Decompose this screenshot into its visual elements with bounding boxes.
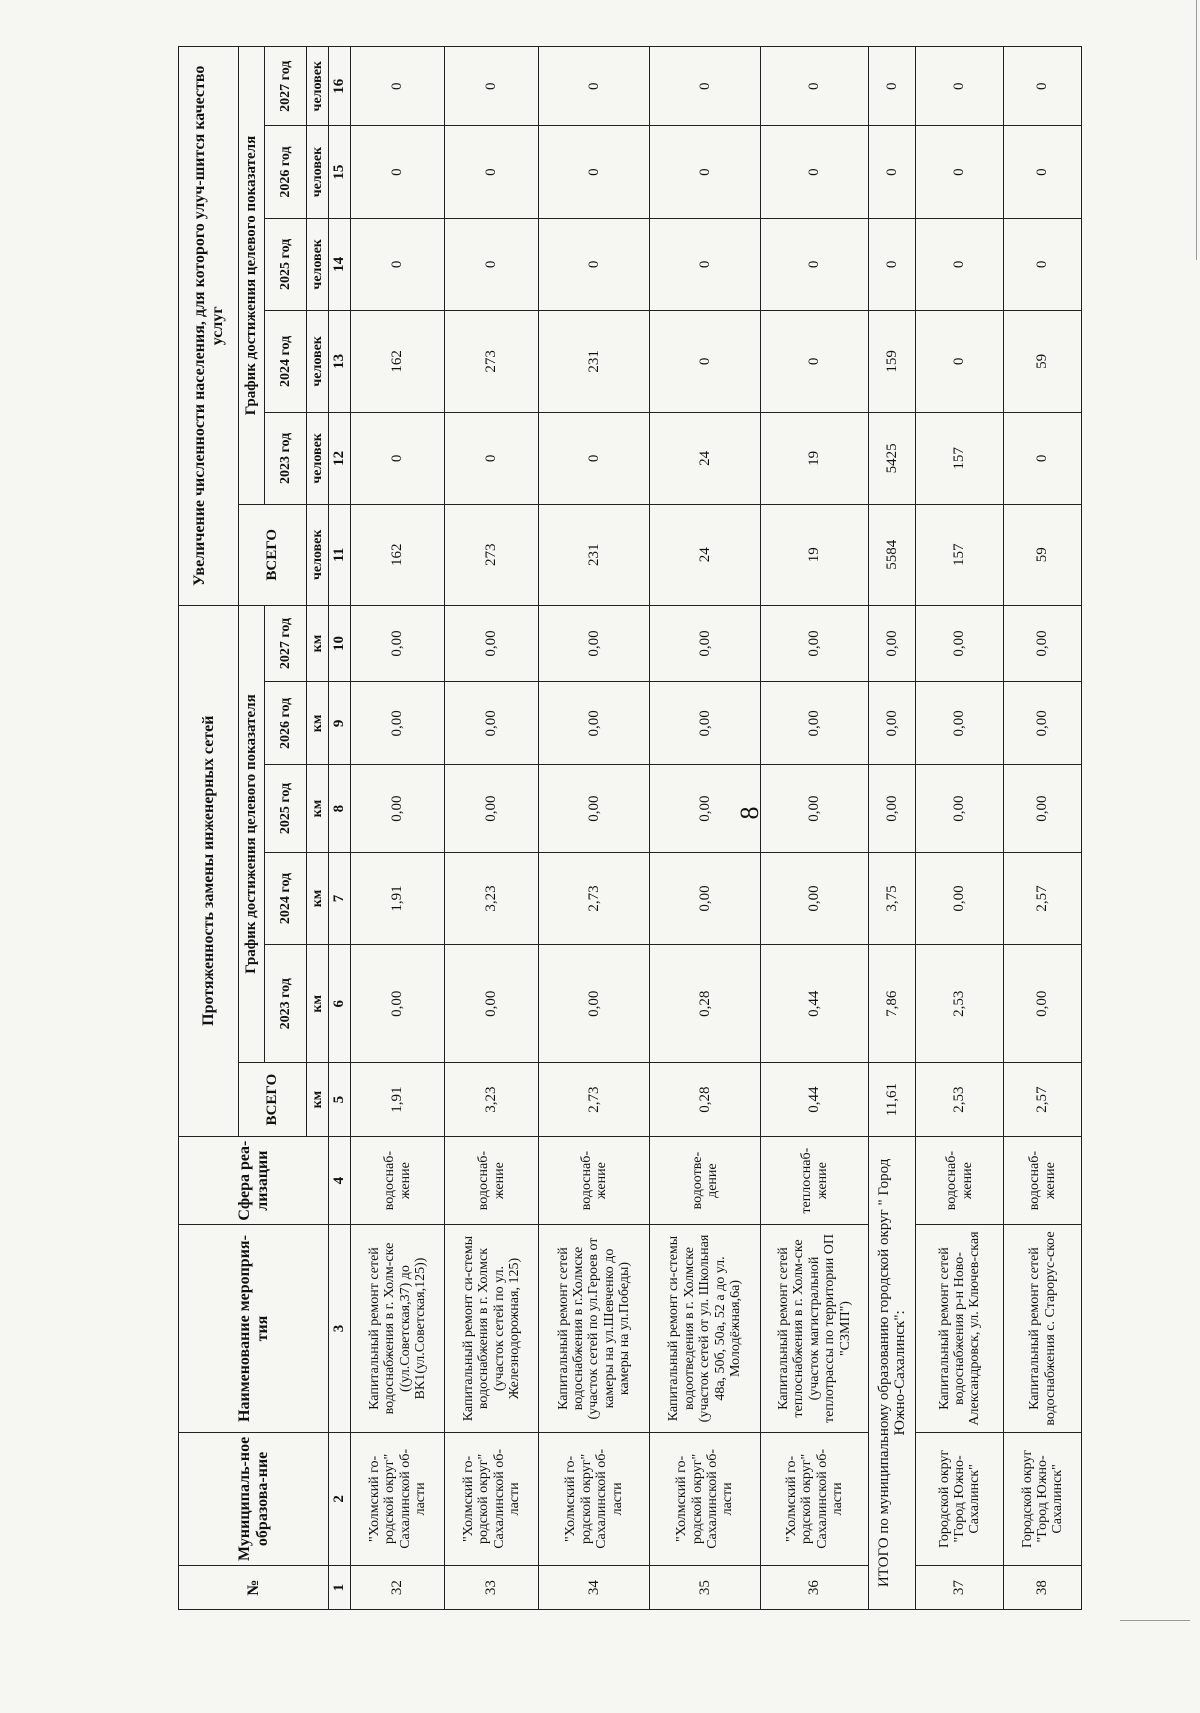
people-cell: 162 [351, 505, 445, 606]
people-cell: 24 [650, 505, 761, 606]
people-cell: 273 [445, 505, 539, 606]
event-cell: Капитальный ремонт сетей водоснабжения р-н Ново-Александровск, ул. Ключев-ская [915, 1225, 1004, 1432]
column-number: 11 [329, 505, 351, 606]
unit-km: км [307, 852, 329, 944]
people-cell: 0 [351, 412, 445, 504]
column-number: 14 [329, 218, 351, 310]
km-cell: 0,28 [650, 1063, 761, 1136]
sphere-cell: водоотве-дение [650, 1136, 761, 1225]
municipality-cell: Городской округ "Город Южно-Сахалинск" [915, 1432, 1004, 1566]
km-cell: 0,00 [539, 682, 650, 765]
column-number: 3 [329, 1225, 351, 1432]
people-cell: 19 [760, 412, 869, 504]
people-cell: 0 [760, 218, 869, 310]
people-cell: 0 [650, 218, 761, 310]
total-people-cell: 5584 [869, 505, 916, 606]
km-cell: 0,00 [915, 605, 1004, 682]
people-cell: 0 [915, 310, 1004, 412]
people-cell: 0 [539, 218, 650, 310]
header-year: 2026 год [265, 126, 307, 218]
km-cell: 0,00 [1004, 682, 1082, 765]
km-cell: 3,23 [445, 1063, 539, 1136]
table-row [1004, 47, 1082, 1610]
scan-edge-mark [1196, 0, 1197, 260]
row-number: 33 [445, 1566, 539, 1610]
people-cell: 157 [915, 505, 1004, 606]
header-year: 2027 год [265, 605, 307, 682]
people-cell: 231 [539, 505, 650, 606]
header-year: 2023 год [265, 412, 307, 504]
header-year: 2024 год [265, 310, 307, 412]
column-number: 4 [329, 1136, 351, 1225]
header-year: 2025 год [265, 218, 307, 310]
people-cell: 0 [1004, 218, 1082, 310]
column-number: 5 [329, 1063, 351, 1136]
people-cell: 0 [539, 126, 650, 218]
km-cell: 0,28 [650, 945, 761, 1063]
header-event: Наименование мероприя-тия [179, 1225, 329, 1432]
km-cell: 3,23 [445, 852, 539, 944]
municipality-cell: Городской округ "Город Южно-Сахалинск" [1004, 1432, 1082, 1566]
people-cell: 0 [445, 412, 539, 504]
km-cell: 0,00 [539, 945, 650, 1063]
header-municipality: Муниципаль-ное образова-ние [179, 1432, 329, 1566]
people-cell: 273 [445, 310, 539, 412]
people-cell: 157 [915, 412, 1004, 504]
total-people-cell: 159 [869, 310, 916, 412]
km-cell: 0,00 [351, 682, 445, 765]
km-cell: 0,00 [650, 682, 761, 765]
sphere-cell: водоснаб-жение [915, 1136, 1004, 1225]
column-number: 9 [329, 682, 351, 765]
people-cell: 0 [760, 310, 869, 412]
unit-people: человек [307, 126, 329, 218]
row-number: 37 [915, 1566, 1004, 1610]
table-row [351, 47, 445, 1610]
km-cell: 0,00 [445, 682, 539, 765]
sphere-cell: водоснаб-жение [1004, 1136, 1082, 1225]
people-cell: 0 [1004, 47, 1082, 126]
people-cell: 0 [650, 126, 761, 218]
municipality-cell: "Холмский го-родской округ" Сахалинской об-ласти [650, 1432, 761, 1566]
km-cell: 0,00 [650, 852, 761, 944]
unit-km: км [307, 1063, 329, 1136]
sphere-cell: водоснаб-жение [445, 1136, 539, 1225]
km-cell: 0,00 [760, 682, 869, 765]
people-cell: 0 [539, 412, 650, 504]
header-year: 2023 год [265, 945, 307, 1063]
people-cell: 24 [650, 412, 761, 504]
km-cell: 1,91 [351, 1063, 445, 1136]
people-cell: 0 [1004, 412, 1082, 504]
unit-people: человек [307, 505, 329, 606]
km-cell: 0,00 [760, 605, 869, 682]
column-number: 13 [329, 310, 351, 412]
km-cell: 0,00 [1004, 945, 1082, 1063]
people-cell: 0 [760, 47, 869, 126]
column-number: 16 [329, 47, 351, 126]
km-cell: 0,00 [760, 852, 869, 944]
km-cell: 0,00 [445, 765, 539, 853]
km-cell: 0,00 [1004, 765, 1082, 853]
event-cell: Капитальный ремонт си-стемы водоснабжения в г. Холмск (участок сетей по ул. Железнодорожная, 125) [445, 1225, 539, 1432]
header-year: 2024 год [265, 852, 307, 944]
unit-people: человек [307, 412, 329, 504]
column-number: 12 [329, 412, 351, 504]
header-pop-schedule: График достижения целевого показателя [239, 47, 265, 505]
people-cell: 162 [351, 310, 445, 412]
unit-people: человек [307, 310, 329, 412]
sphere-cell: водоснаб-жение [351, 1136, 445, 1225]
event-cell: Капитальный ремонт сетей водоснабжения в г. Холм-ске ((ул.Советская,37) до ВК1(ул.Советская,125)) [351, 1225, 445, 1432]
event-cell: Капитальный ремонт сетей водоснабжения в г.Холмске (участок сетей по ул.Героев от камеры на ул.Шевченко до камеры на ул.Победы) [539, 1225, 650, 1432]
km-cell: 0,00 [445, 945, 539, 1063]
header-net-total: ВСЕГО [239, 1063, 307, 1136]
km-cell: 1,91 [351, 852, 445, 944]
table-row [760, 47, 869, 1610]
km-cell: 0,00 [1004, 605, 1082, 682]
km-cell: 2,73 [539, 852, 650, 944]
header-no: № [179, 1566, 329, 1610]
header-sphere: Сфера реа-лизации [179, 1136, 329, 1225]
municipality-cell: "Холмский го-родской округ" Сахалинской об-ласти [539, 1432, 650, 1566]
people-cell: 0 [351, 218, 445, 310]
row-number: 36 [760, 1566, 869, 1610]
km-cell: 2,53 [915, 945, 1004, 1063]
people-cell: 59 [1004, 310, 1082, 412]
km-cell: 0,00 [650, 765, 761, 853]
municipality-cell: "Холмский го-родской округ" Сахалинской об-ласти [351, 1432, 445, 1566]
column-number-row [329, 47, 351, 1610]
column-number: 7 [329, 852, 351, 944]
people-cell: 0 [445, 47, 539, 126]
unit-km: км [307, 945, 329, 1063]
header-year: 2025 год [265, 765, 307, 853]
people-cell: 0 [351, 47, 445, 126]
people-cell: 19 [760, 505, 869, 606]
row-number: 38 [1004, 1566, 1082, 1610]
header-pop-total: ВСЕГО [239, 505, 307, 606]
header-year: 2026 год [265, 682, 307, 765]
people-cell: 0 [650, 47, 761, 126]
total-people-cell: 0 [869, 126, 916, 218]
km-cell: 2,57 [1004, 1063, 1082, 1136]
header-year: 2027 год [265, 47, 307, 126]
event-cell: Капитальный ремонт си-стемы водоотведения в г. Холмске (участок сетей от ул. Школьная 48а, 50б, 50а, 52 а до ул. Молодёжная,6а) [650, 1225, 761, 1432]
total-km-cell: 0,00 [869, 682, 916, 765]
people-cell: 0 [445, 126, 539, 218]
table-row [915, 47, 1004, 1610]
km-cell: 0,00 [915, 682, 1004, 765]
table-row [539, 47, 650, 1610]
column-number: 10 [329, 605, 351, 682]
km-cell: 0,00 [650, 605, 761, 682]
event-cell: Капитальный ремонт сетей теплоснабжения в г. Холм-ске (участок магистральной теплотрассы по территории ОП "СЗМП") [760, 1225, 869, 1432]
unit-km: км [307, 765, 329, 853]
people-cell: 0 [915, 218, 1004, 310]
row-number: 34 [539, 1566, 650, 1610]
people-cell: 0 [760, 126, 869, 218]
total-km-cell: 0,00 [869, 765, 916, 853]
scan-edge-mark [1120, 1620, 1190, 1621]
people-cell: 0 [915, 126, 1004, 218]
total-people-cell: 0 [869, 47, 916, 126]
km-cell: 0,00 [445, 605, 539, 682]
rotated-table-sheet [178, 46, 1082, 1610]
total-km-cell: 11,61 [869, 1063, 916, 1136]
total-people-cell: 5425 [869, 412, 916, 504]
total-people-cell: 0 [869, 218, 916, 310]
people-cell: 0 [1004, 126, 1082, 218]
header-networks-length: Протяженность замены инженерных сетей [179, 605, 239, 1136]
km-cell: 0,44 [760, 945, 869, 1063]
people-cell: 59 [1004, 505, 1082, 606]
column-number: 2 [329, 1432, 351, 1566]
row-number: 35 [650, 1566, 761, 1610]
municipality-cell: "Холмский го-родской округ" Сахалинской об-ласти [445, 1432, 539, 1566]
km-cell: 0,00 [760, 765, 869, 853]
header-net-schedule: График достижения целевого показателя [239, 605, 265, 1063]
people-cell: 0 [351, 126, 445, 218]
total-km-cell: 0,00 [869, 605, 916, 682]
km-cell: 0,00 [351, 765, 445, 853]
sphere-cell: теплоснаб-жение [760, 1136, 869, 1225]
people-cell: 0 [915, 47, 1004, 126]
table-row [445, 47, 539, 1610]
people-cell: 0 [650, 310, 761, 412]
unit-km: км [307, 682, 329, 765]
unit-people: человек [307, 218, 329, 310]
km-cell: 2,53 [915, 1063, 1004, 1136]
unit-km: км [307, 605, 329, 682]
km-cell: 2,57 [1004, 852, 1082, 944]
people-cell: 0 [445, 218, 539, 310]
km-cell: 2,73 [539, 1063, 650, 1136]
people-cell: 0 [539, 47, 650, 126]
total-label: ИТОГО по муниципальному образованию городской округ " Город Южно-Сахалинск": [869, 1136, 916, 1609]
column-number: 8 [329, 765, 351, 853]
column-number: 15 [329, 126, 351, 218]
column-number: 6 [329, 945, 351, 1063]
km-cell: 0,00 [915, 852, 1004, 944]
total-km-cell: 3,75 [869, 852, 916, 944]
km-cell: 0,00 [539, 765, 650, 853]
event-cell: Капитальный ремонт сетей водоснабжения с. Старорус-ское [1004, 1225, 1082, 1432]
header-population-increase: Увеличение численности населения, для которого улуч-шится качество услуг [179, 47, 239, 606]
km-cell: 0,00 [351, 945, 445, 1063]
people-cell: 231 [539, 310, 650, 412]
km-cell: 0,00 [351, 605, 445, 682]
unit-people: человек [307, 47, 329, 126]
table-row [650, 47, 761, 1610]
sphere-cell: водоснаб-жение [539, 1136, 650, 1225]
column-number: 1 [329, 1566, 351, 1610]
km-cell: 0,44 [760, 1063, 869, 1136]
km-cell: 0,00 [539, 605, 650, 682]
municipality-cell: "Холмский го-родской округ" Сахалинской об-ласти [760, 1432, 869, 1566]
km-cell: 0,00 [915, 765, 1004, 853]
data-table [178, 46, 1082, 1610]
total-km-cell: 7,86 [869, 945, 916, 1063]
total-row [869, 47, 916, 1610]
row-number: 32 [351, 1566, 445, 1610]
page-number: 8 [735, 806, 764, 820]
